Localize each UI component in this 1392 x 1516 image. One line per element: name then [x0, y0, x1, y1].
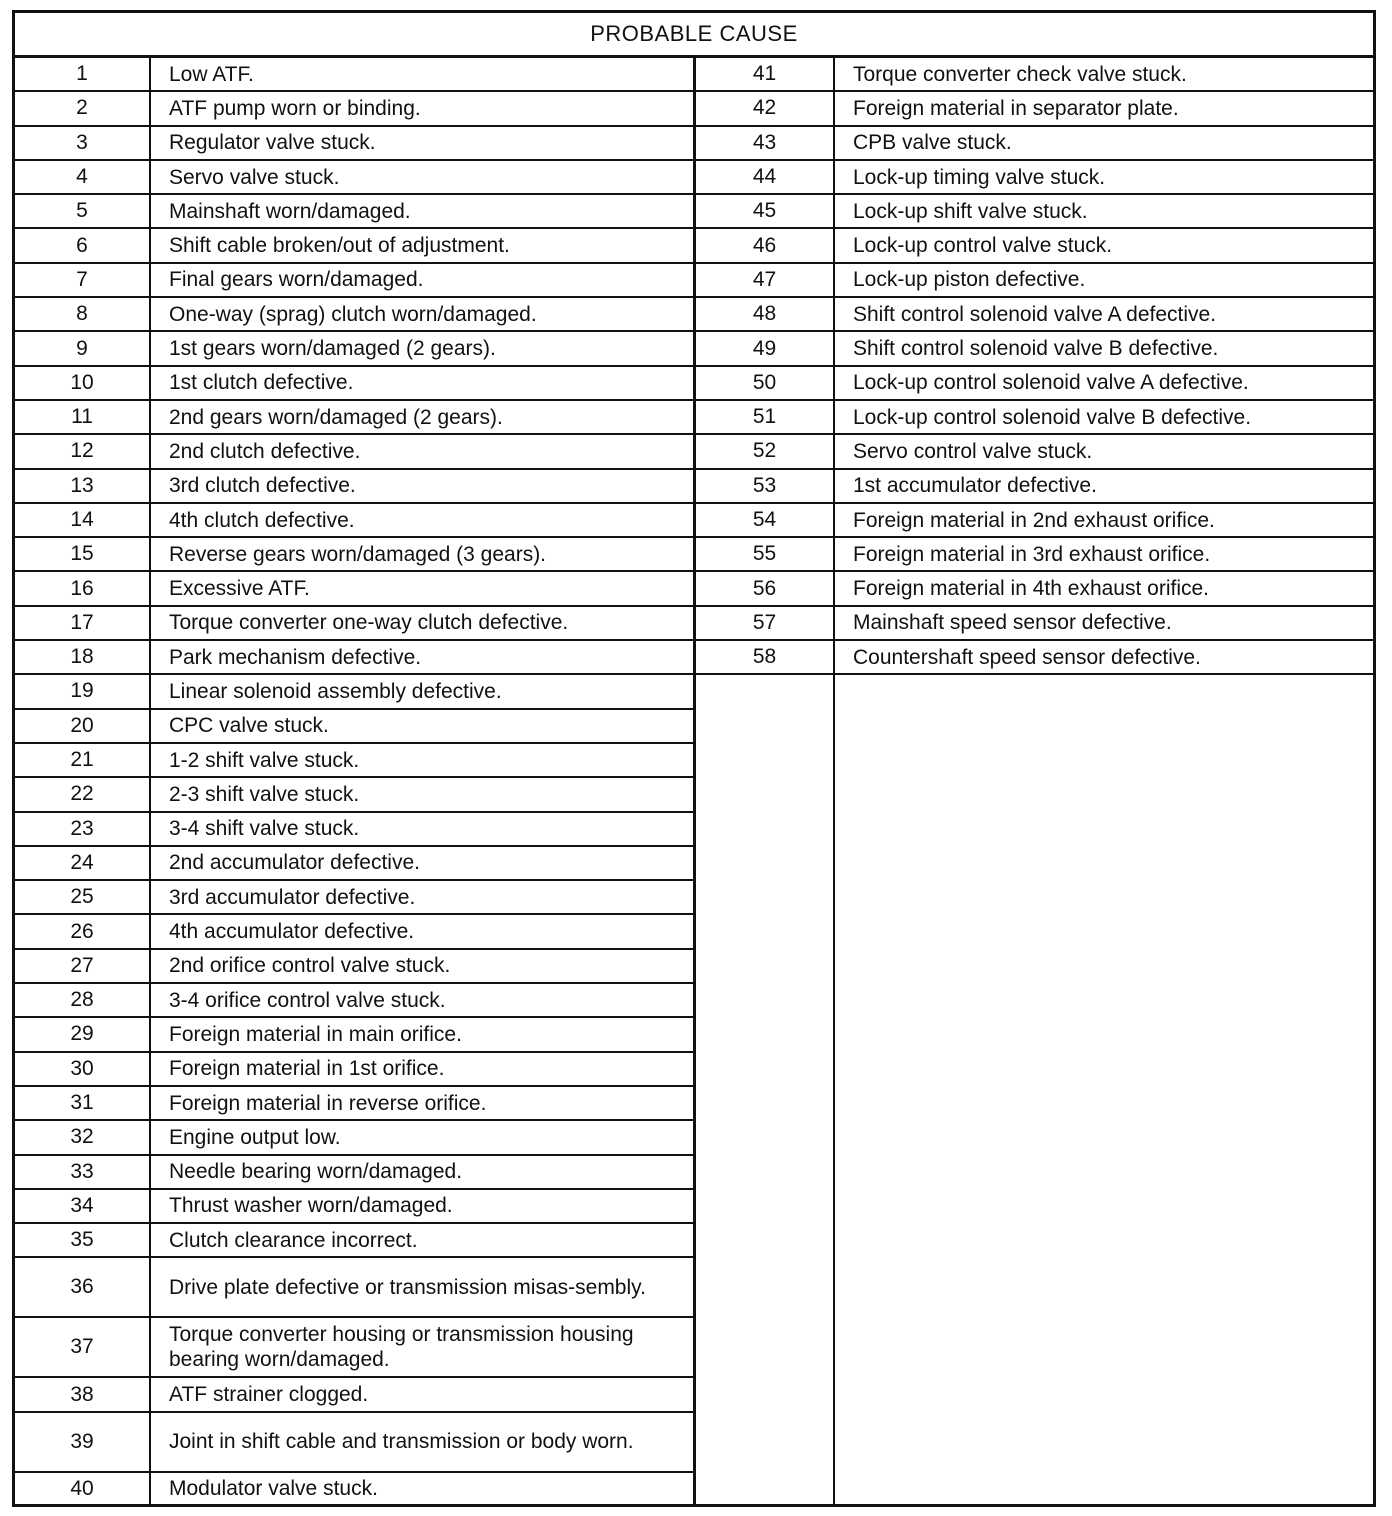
cause-number: 30: [15, 1053, 151, 1085]
cause-number: 33: [15, 1156, 151, 1188]
cause-number: 39: [15, 1413, 151, 1471]
cause-description: Lock-up shift valve stuck.: [853, 199, 1088, 223]
table-row: [696, 607, 1373, 641]
cause-number: 31: [15, 1087, 151, 1119]
cause-number: 55: [696, 538, 835, 570]
cause-description: 3rd accumulator defective.: [169, 885, 416, 909]
cause-number: 21: [15, 744, 151, 776]
cause-number: 18: [15, 641, 151, 673]
empty-number-column: [696, 675, 835, 1504]
cause-description: Regulator valve stuck.: [169, 131, 376, 155]
cause-description: 4th accumulator defective.: [169, 920, 415, 944]
table-header: [15, 13, 1373, 58]
cause-number: 27: [15, 950, 151, 982]
cause-description: Lock-up piston defective.: [853, 268, 1086, 292]
table-row: [15, 710, 693, 744]
table-row: [15, 1121, 693, 1155]
cause-number: 58: [696, 641, 835, 673]
cause-description: Lock-up control solenoid valve B defective.: [853, 405, 1252, 429]
table-row: [15, 1473, 693, 1507]
cause-description: Servo valve stuck.: [169, 165, 340, 189]
cause-description: Foreign material in 4th exhaust orifice.: [853, 577, 1210, 601]
cause-number: 22: [15, 778, 151, 810]
table-row: [15, 1258, 693, 1318]
cause-number: 41: [696, 58, 835, 90]
cause-description: Countershaft speed sensor defective.: [853, 645, 1201, 669]
cause-description: 1-2 shift valve stuck.: [169, 748, 360, 772]
cause-number: 17: [15, 607, 151, 639]
cause-description: Thrust washer worn/damaged.: [169, 1194, 453, 1218]
cause-description: Park mechanism defective.: [169, 645, 422, 669]
cause-description: ATF strainer clogged.: [169, 1383, 369, 1407]
cause-description: Low ATF.: [169, 62, 254, 86]
cause-number: 8: [15, 298, 151, 330]
table-row: [15, 950, 693, 984]
cause-number: 49: [696, 332, 835, 364]
table-row: [15, 847, 693, 881]
cause-number: 24: [15, 847, 151, 879]
cause-number: 10: [15, 367, 151, 399]
table-row: [696, 298, 1373, 332]
cause-number: 29: [15, 1018, 151, 1050]
table-row: [15, 58, 693, 92]
cause-number: 2: [15, 92, 151, 124]
cause-description: Shift cable broken/out of adjustment.: [169, 234, 510, 258]
cause-description: Torque converter one-way clutch defective.: [169, 611, 569, 635]
cause-number: 48: [696, 298, 835, 330]
table-row: [15, 1224, 693, 1258]
cause-description: 3-4 shift valve stuck.: [169, 817, 360, 841]
cause-description: One-way (sprag) clutch worn/damaged.: [169, 302, 537, 326]
cause-description: Clutch clearance incorrect.: [169, 1228, 418, 1252]
cause-number: 3: [15, 127, 151, 159]
cause-description: Joint in shift cable and transmission or body worn.: [169, 1430, 634, 1454]
cause-number: 37: [15, 1318, 151, 1376]
cause-description: Foreign material in 3rd exhaust orifice.: [853, 542, 1211, 566]
table-row: [696, 504, 1373, 538]
table-row: [15, 401, 693, 435]
cause-description: Lock-up control solenoid valve A defective.: [853, 371, 1249, 395]
cause-number: 54: [696, 504, 835, 536]
cause-description: 2nd accumulator defective.: [169, 851, 420, 875]
cause-number: 46: [696, 229, 835, 261]
cause-number: 25: [15, 881, 151, 913]
table-row: [15, 264, 693, 298]
cause-number: 1: [15, 58, 151, 90]
table-row: [15, 1378, 693, 1412]
table-row: [15, 1053, 693, 1087]
cause-description: Excessive ATF.: [169, 577, 310, 601]
table-row: [15, 298, 693, 332]
table-row: [15, 675, 693, 709]
table-row: [15, 778, 693, 812]
cause-description: 3-4 orifice control valve stuck.: [169, 988, 446, 1012]
cause-description: Foreign material in 2nd exhaust orifice.: [853, 508, 1215, 532]
cause-description: Foreign material in reverse orifice.: [169, 1091, 487, 1115]
table-row: [15, 92, 693, 126]
cause-number: 28: [15, 984, 151, 1016]
table-row: [696, 572, 1373, 606]
cause-description: Engine output low.: [169, 1125, 341, 1149]
cause-number: 51: [696, 401, 835, 433]
table-row: [15, 1156, 693, 1190]
table-row: [696, 264, 1373, 298]
cause-description: ATF pump worn or binding.: [169, 96, 421, 120]
cause-number: 47: [696, 264, 835, 296]
cause-number: 5: [15, 195, 151, 227]
table-title: PROBABLE CAUSE: [590, 21, 798, 46]
table-row: [15, 813, 693, 847]
cause-description: Torque converter housing or transmission housing bearing worn/damaged.: [169, 1323, 634, 1372]
table-row: [15, 744, 693, 778]
cause-description: Lock-up control valve stuck.: [853, 234, 1113, 258]
cause-description: Lock-up timing valve stuck.: [853, 165, 1106, 189]
cause-number: 32: [15, 1121, 151, 1153]
cause-number: 45: [696, 195, 835, 227]
table-row: [15, 984, 693, 1018]
cause-number: 23: [15, 813, 151, 845]
cause-description: Servo control valve stuck.: [853, 439, 1093, 463]
cause-description: 1st clutch defective.: [169, 371, 354, 395]
cause-number: 11: [15, 401, 151, 433]
table-row: [15, 641, 693, 675]
cause-description: 2nd orifice control valve stuck.: [169, 954, 451, 978]
probable-cause-table: [12, 10, 1376, 1507]
table-row: [696, 161, 1373, 195]
cause-number: 52: [696, 435, 835, 467]
table-row: [15, 1087, 693, 1121]
table-row: [696, 435, 1373, 469]
table-row: [15, 367, 693, 401]
cause-number: 34: [15, 1190, 151, 1222]
cause-description: 2-3 shift valve stuck.: [169, 782, 360, 806]
cause-number: 7: [15, 264, 151, 296]
table-row: [15, 1413, 693, 1473]
right-column: [696, 58, 1373, 1507]
cause-number: 12: [15, 435, 151, 467]
cause-description: Modulator valve stuck.: [169, 1477, 378, 1501]
cause-description: Final gears worn/damaged.: [169, 268, 424, 292]
cause-description: Mainshaft worn/damaged.: [169, 199, 411, 223]
cause-number: 35: [15, 1224, 151, 1256]
table-row: [15, 572, 693, 606]
table-row: [15, 607, 693, 641]
table-row: [15, 915, 693, 949]
cause-description: Shift control solenoid valve A defective.: [853, 302, 1217, 326]
cause-number: 15: [15, 538, 151, 570]
cause-number: 14: [15, 504, 151, 536]
cause-number: 6: [15, 229, 151, 261]
cause-description: CPC valve stuck.: [169, 714, 329, 738]
cause-description: 2nd gears worn/damaged (2 gears).: [169, 405, 503, 429]
table-row: [15, 161, 693, 195]
table-row: [696, 401, 1373, 435]
table-row: [696, 538, 1373, 572]
table-row: [696, 92, 1373, 126]
cause-number: 4: [15, 161, 151, 193]
cause-number: 42: [696, 92, 835, 124]
cause-description: Mainshaft speed sensor defective.: [853, 611, 1172, 635]
table-row: [696, 332, 1373, 366]
cause-description: CPB valve stuck.: [853, 131, 1012, 155]
cause-number: 56: [696, 572, 835, 604]
table-row: [15, 435, 693, 469]
table-row: [15, 195, 693, 229]
cause-description: Drive plate defective or transmission misas-sembly.: [169, 1275, 646, 1299]
table-row: [696, 470, 1373, 504]
cause-description: Foreign material in separator plate.: [853, 96, 1179, 120]
cause-description: 3rd clutch defective.: [169, 474, 356, 498]
cause-number: 26: [15, 915, 151, 947]
table-row: [696, 367, 1373, 401]
cause-description: Foreign material in 1st orifice.: [169, 1057, 445, 1081]
table-row: [15, 332, 693, 366]
table-row: [15, 504, 693, 538]
cause-number: 43: [696, 127, 835, 159]
table-row: [696, 195, 1373, 229]
cause-number: 20: [15, 710, 151, 742]
table-row: [696, 229, 1373, 263]
cause-description: 2nd clutch defective.: [169, 439, 361, 463]
table-row: [15, 1318, 693, 1378]
cause-description: Reverse gears worn/damaged (3 gears).: [169, 542, 547, 566]
cause-number: 40: [15, 1473, 151, 1505]
cause-description: Shift control solenoid valve B defective.: [853, 337, 1219, 361]
table-row: [696, 58, 1373, 92]
cause-description: 1st accumulator defective.: [853, 474, 1097, 498]
cause-number: 36: [15, 1258, 151, 1316]
cause-number: 13: [15, 470, 151, 502]
table-row: [15, 229, 693, 263]
cause-description: Foreign material in main orifice.: [169, 1022, 462, 1046]
cause-number: 53: [696, 470, 835, 502]
cause-number: 38: [15, 1378, 151, 1410]
table-row: [15, 1018, 693, 1052]
table-row: [15, 881, 693, 915]
cause-number: 57: [696, 607, 835, 639]
table-row: [15, 1190, 693, 1224]
cause-description: 4th clutch defective.: [169, 508, 355, 532]
cause-number: 16: [15, 572, 151, 604]
table-row: [15, 127, 693, 161]
table-row: [15, 538, 693, 572]
table-row: [696, 127, 1373, 161]
cause-number: 44: [696, 161, 835, 193]
cause-description: 1st gears worn/damaged (2 gears).: [169, 337, 496, 361]
cause-number: 19: [15, 675, 151, 707]
cause-description: Torque converter check valve stuck.: [853, 62, 1187, 86]
left-column: [15, 58, 696, 1507]
table-row: [15, 470, 693, 504]
cause-number: 9: [15, 332, 151, 364]
cause-description: Needle bearing worn/damaged.: [169, 1160, 463, 1184]
cause-description: Linear solenoid assembly defective.: [169, 679, 502, 703]
table-row: [696, 641, 1373, 675]
cause-number: 50: [696, 367, 835, 399]
